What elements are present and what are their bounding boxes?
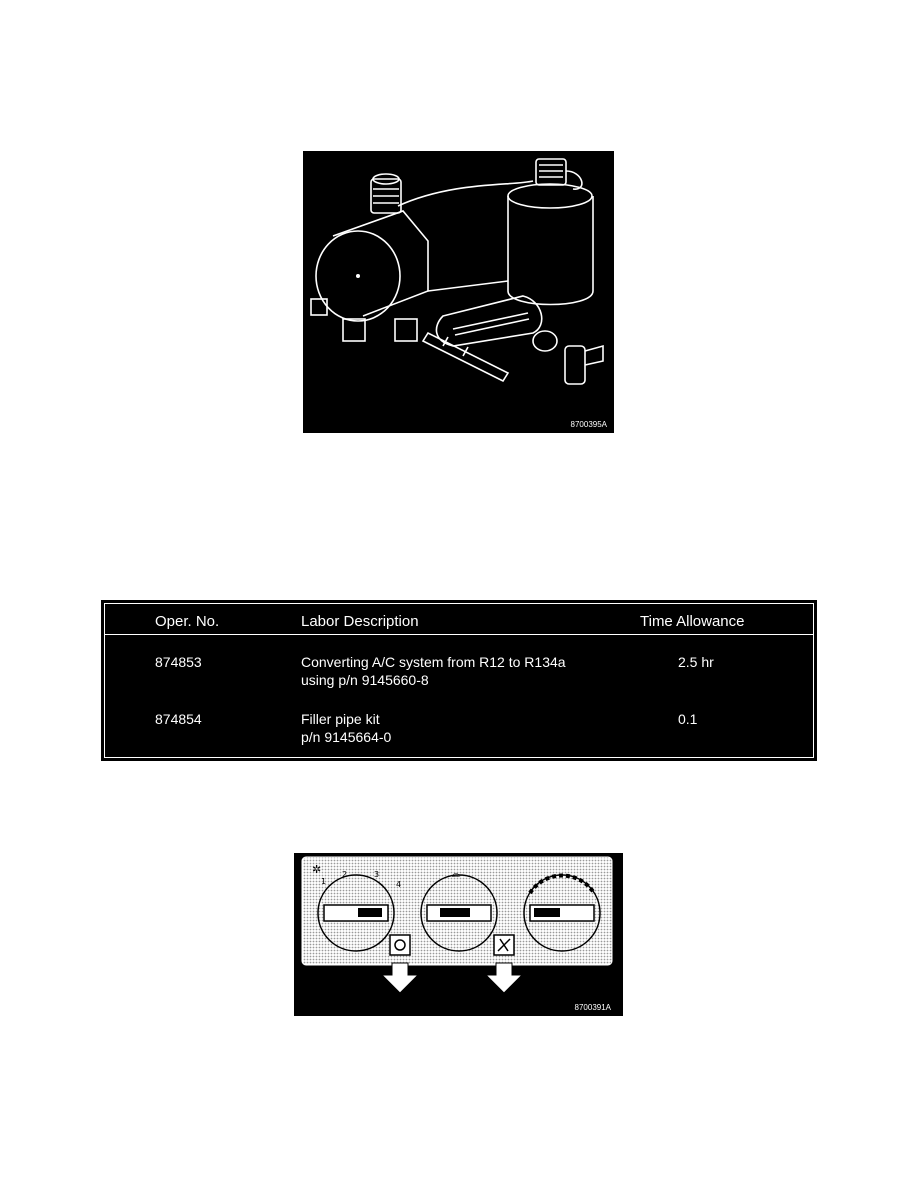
description-cell: Filler pipe kit <box>301 711 380 727</box>
air-distribution-knob <box>421 875 497 951</box>
temperature-knob <box>524 875 600 951</box>
figure-code: 8700391A <box>574 1003 611 1012</box>
oil-canister <box>508 196 593 305</box>
push-arrow-right <box>486 963 522 993</box>
defrost-icon: ⌓ <box>452 869 460 880</box>
description-cell-line2: using p/n 9145660-8 <box>301 672 429 688</box>
filler-pipe <box>423 333 508 381</box>
header-labor-description: Labor Description <box>301 613 419 630</box>
control-panel-drawing <box>294 853 623 1016</box>
time-cell: 2.5 hr <box>678 654 714 670</box>
fan-scale-4: 4 <box>396 880 402 889</box>
fan-speed-knob <box>318 875 394 951</box>
conversion-kit-illustration <box>303 151 614 433</box>
figure-code: 8700395A <box>570 420 607 429</box>
description-cell-line2: p/n 9145664-0 <box>301 729 392 745</box>
labor-time-table <box>101 600 817 761</box>
pump-body <box>333 211 428 316</box>
table-header-row <box>105 604 813 635</box>
push-arrow-left <box>382 963 418 993</box>
fan-scale-1: 1 <box>321 877 327 886</box>
fan-icon: ✲ <box>312 863 322 876</box>
time-cell: 0.1 <box>678 711 698 727</box>
header-time-allowance: Time Allowance <box>640 613 745 630</box>
header-oper-no: Oper. No. <box>155 613 220 630</box>
climate-control-panel-illustration <box>294 853 623 1016</box>
oper-no-cell: 874854 <box>155 711 202 727</box>
description-cell: Converting A/C system from R12 to R134a <box>301 654 566 670</box>
fan-scale-3: 3 <box>374 870 380 879</box>
oper-no-cell: 874853 <box>155 654 202 670</box>
conversion-kit-drawing <box>303 151 614 433</box>
recirculation-button <box>390 935 410 955</box>
fan-scale-2: 2 <box>342 870 348 879</box>
